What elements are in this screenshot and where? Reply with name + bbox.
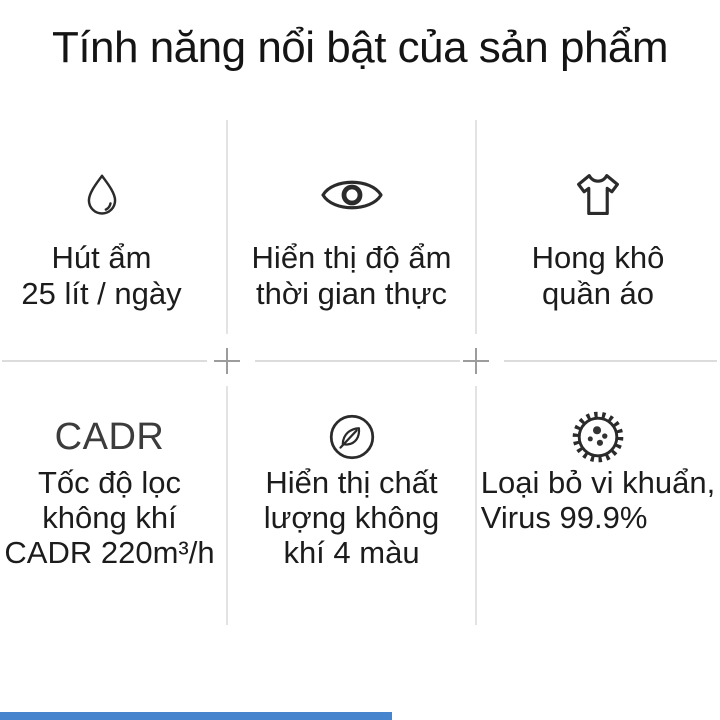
bottom-accent-bar: [0, 712, 392, 720]
divider-horizontal: [255, 360, 460, 362]
feature-card-air-quality: [227, 361, 476, 625]
tshirt-icon: [574, 166, 622, 224]
feature-card-dehumidify: [0, 120, 227, 361]
feature-card-cadr: [0, 361, 227, 625]
divider-vertical: [226, 120, 228, 334]
feature-card-humidity-display: [227, 120, 476, 361]
plus-marker-icon: [463, 348, 489, 374]
feature-text: Hong khô quần áo: [531, 240, 665, 311]
feature-text: Tốc độ lọc không khí CADR 220m³/h: [4, 465, 215, 570]
feature-text: Loại bỏ vi khuẩn, Virus 99.9%: [480, 465, 716, 535]
divider-vertical: [226, 386, 228, 625]
plus-marker-icon: [214, 348, 240, 374]
divider-horizontal: [504, 360, 717, 362]
cadr-text-label: CADR: [54, 416, 165, 458]
page-title: Tính năng nổi bật của sản phẩm: [51, 23, 669, 72]
divider-vertical: [475, 386, 477, 625]
leaf-circle-icon: [328, 411, 376, 463]
water-drop-icon: [82, 166, 122, 224]
divider-vertical: [475, 120, 477, 334]
feature-text: Hiển thị độ ẩm thời gian thực: [251, 240, 452, 311]
eye-icon: [320, 166, 384, 224]
feature-text: Hiển thị chất lượng không khí 4 màu: [263, 465, 440, 570]
feature-card-antibacterial: [476, 361, 720, 625]
feature-text: Hút ẩm 25 lít / ngày: [21, 240, 182, 311]
virus-icon: [571, 411, 625, 463]
divider-horizontal: [2, 360, 207, 362]
feature-card-clothes-dry: [476, 120, 720, 361]
